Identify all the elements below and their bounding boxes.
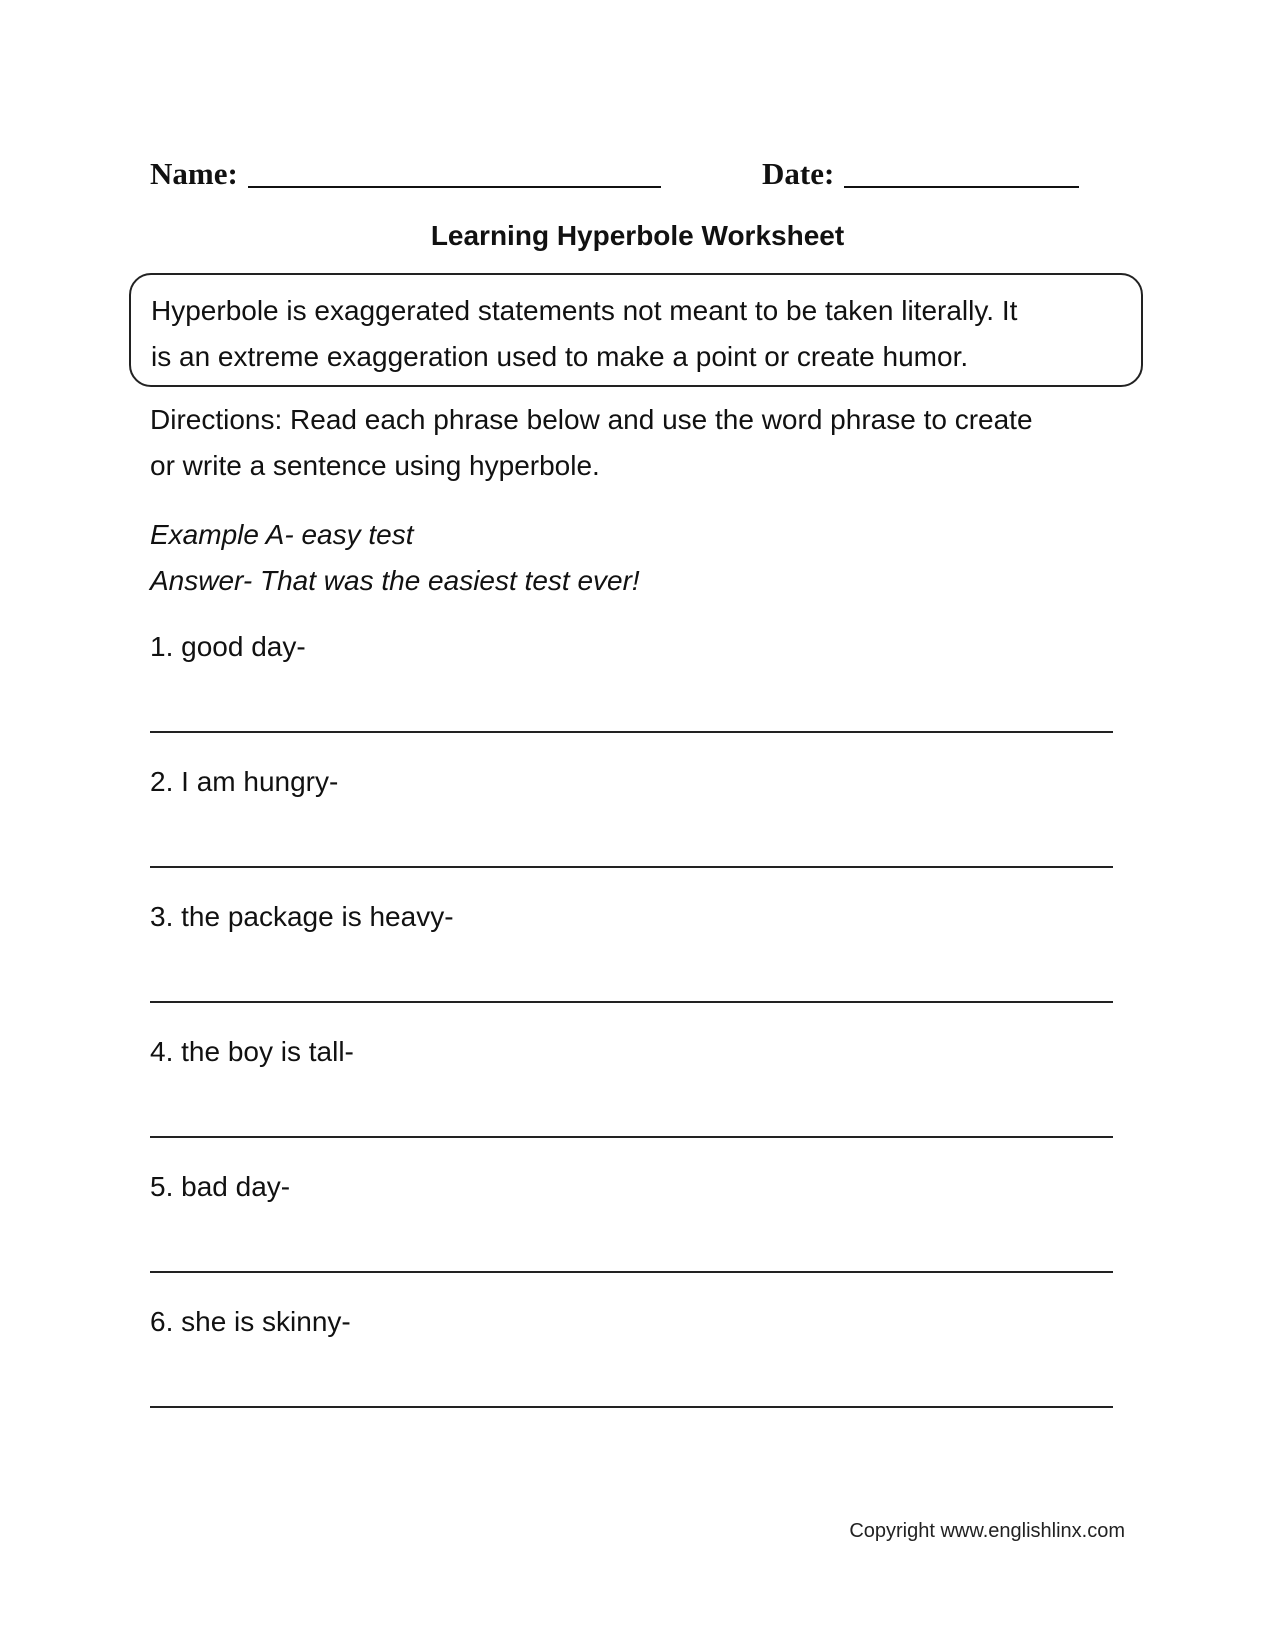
copyright-notice: Copyright www.englishlinx.com: [849, 1520, 1125, 1542]
question-text: 1. good day-: [150, 631, 306, 662]
answer-line[interactable]: [150, 1136, 1113, 1138]
question-text: 2. I am hungry-: [150, 766, 339, 797]
question-item: [150, 1029, 1115, 1164]
example-prompt: Example A- easy test: [150, 519, 414, 550]
answer-line[interactable]: [150, 866, 1113, 868]
date-label: Date:: [762, 156, 835, 191]
name-label: Name:: [150, 156, 238, 191]
date-field: [762, 148, 1079, 194]
question-text: 6. she is skinny-: [150, 1306, 351, 1337]
question-item: [150, 624, 1115, 759]
name-field: [150, 148, 661, 194]
question-text: 4. the boy is tall-: [150, 1036, 354, 1067]
header-row: [150, 148, 1090, 194]
date-blank[interactable]: [844, 158, 1079, 188]
question-item: [150, 1164, 1115, 1299]
question-text: 3. the package is heavy-: [150, 901, 454, 932]
answer-line[interactable]: [150, 1406, 1113, 1408]
example-answer: Answer- That was the easiest test ever!: [150, 565, 640, 596]
example-block: [150, 512, 1110, 604]
worksheet-title: Learning Hyperbole Worksheet: [430, 220, 845, 251]
directions-line-1: Directions: Read each phrase below and use the word phrase to create: [150, 404, 1033, 435]
definition-line-1: Hyperbole is exaggerated statements not meant to be taken literally. It: [151, 295, 1018, 326]
answer-line[interactable]: [150, 731, 1113, 733]
question-item: [150, 1299, 1115, 1434]
question-item: [150, 894, 1115, 1029]
directions: [150, 397, 1110, 489]
answer-line[interactable]: [150, 1001, 1113, 1003]
name-blank[interactable]: [248, 158, 661, 188]
question-list: [150, 624, 1115, 1434]
question-item: [150, 759, 1115, 894]
question-text: 5. bad day-: [150, 1171, 291, 1202]
answer-line[interactable]: [150, 1271, 1113, 1273]
definition-box: [129, 273, 1143, 387]
directions-line-2: or write a sentence using hyperbole.: [150, 450, 600, 481]
definition-line-2: is an extreme exaggeration used to make a point or create humor.: [151, 341, 969, 372]
